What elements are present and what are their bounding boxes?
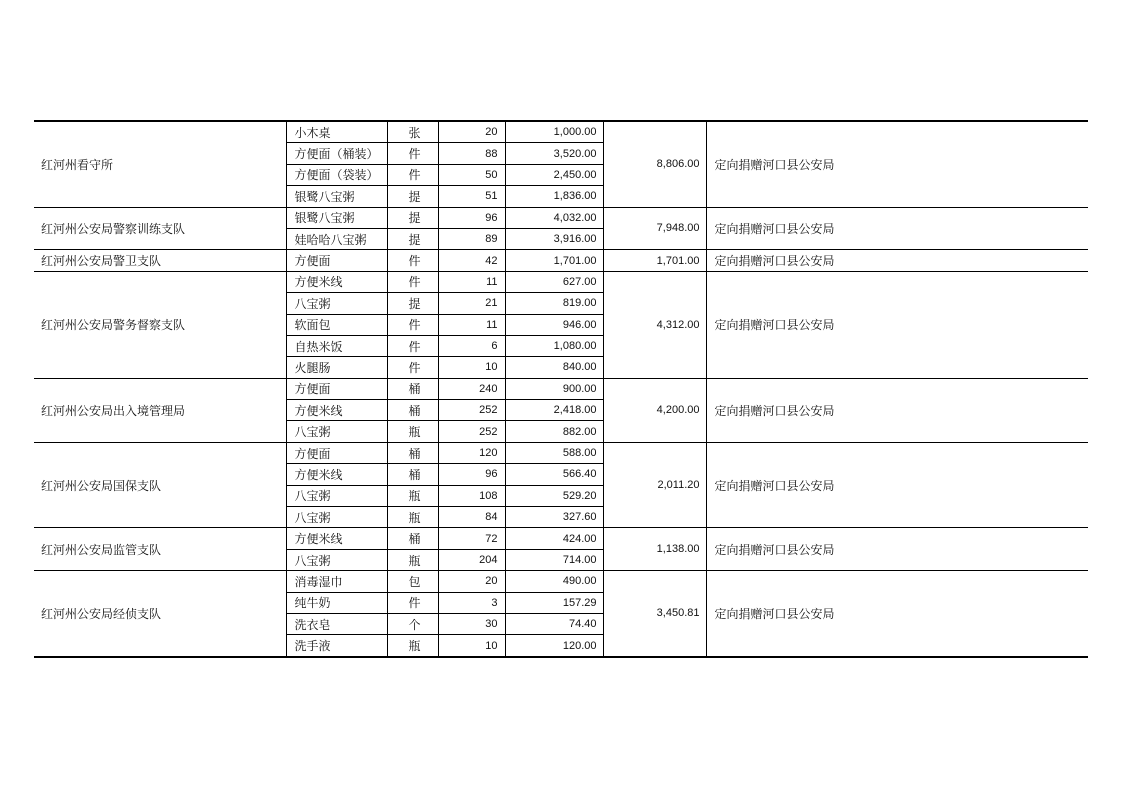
recipient-cell: 红河州看守所 <box>41 157 114 172</box>
item-name-cell: 方便米线 <box>286 271 387 292</box>
unit-cell: 瓶 <box>387 635 438 657</box>
item-name-cell: 方便米线 <box>286 400 387 421</box>
amount-cell: 327.60 <box>505 507 603 528</box>
unit-cell: 提 <box>387 207 438 228</box>
amount-cell: 4,032.00 <box>505 207 603 228</box>
item-name-cell: 方便米线 <box>286 528 387 549</box>
note-cell: 定向捐赠河口县公安局 <box>706 571 1088 657</box>
item-name-cell: 自热米饭 <box>286 335 387 356</box>
item-name-cell: 八宝粥 <box>286 421 387 442</box>
amount-cell: 819.00 <box>505 293 603 314</box>
amount-cell: 588.00 <box>505 442 603 463</box>
amount-cell: 2,418.00 <box>505 400 603 421</box>
subtotal-cell: 7,948.00 <box>603 207 706 250</box>
donation-table-body <box>34 121 1088 657</box>
note-cell: 定向捐赠河口县公安局 <box>706 250 1088 271</box>
quantity-cell: 20 <box>438 571 505 592</box>
quantity-cell: 72 <box>438 528 505 549</box>
quantity-cell: 204 <box>438 549 505 570</box>
item-name-cell: 软面包 <box>286 314 387 335</box>
amount-cell: 3,916.00 <box>505 228 603 249</box>
donation-table <box>34 120 1088 658</box>
table-row <box>34 121 1088 143</box>
unit-cell: 件 <box>387 143 438 164</box>
amount-cell: 424.00 <box>505 528 603 549</box>
unit-cell: 个 <box>387 613 438 634</box>
unit-cell: 提 <box>387 186 438 207</box>
table-row <box>34 378 1088 399</box>
quantity-cell: 252 <box>438 421 505 442</box>
quantity-cell: 108 <box>438 485 505 506</box>
quantity-cell: 6 <box>438 335 505 356</box>
recipient-cell: 红河州公安局监管支队 <box>34 528 286 571</box>
item-name-cell: 洗手液 <box>286 635 387 657</box>
unit-cell: 件 <box>387 592 438 613</box>
quantity-cell: 30 <box>438 613 505 634</box>
unit-cell: 提 <box>387 293 438 314</box>
item-name-cell: 消毒湿巾 <box>286 571 387 592</box>
quantity-cell: 10 <box>438 635 505 657</box>
table-row <box>34 442 1088 463</box>
amount-cell: 1,701.00 <box>505 250 603 271</box>
quantity-cell: 89 <box>438 228 505 249</box>
table-row <box>34 528 1088 549</box>
item-name-cell: 方便面（袋装） <box>286 164 387 185</box>
note-cell: 定向捐赠河口县公安局 <box>706 271 1088 378</box>
unit-cell: 桶 <box>387 442 438 463</box>
quantity-cell: 50 <box>438 164 505 185</box>
item-name-cell: 火腿肠 <box>286 357 387 378</box>
unit-cell: 瓶 <box>387 485 438 506</box>
unit-cell: 件 <box>387 250 438 271</box>
quantity-cell: 20 <box>438 121 505 143</box>
table-row <box>34 207 1088 228</box>
amount-cell: 840.00 <box>505 357 603 378</box>
amount-cell: 2,450.00 <box>505 164 603 185</box>
unit-cell: 件 <box>387 271 438 292</box>
quantity-cell: 11 <box>438 271 505 292</box>
note-cell: 定向捐赠河口县公安局 <box>706 528 1088 571</box>
item-name-cell: 八宝粥 <box>286 485 387 506</box>
unit-cell: 张 <box>387 121 438 143</box>
amount-cell: 1,000.00 <box>505 121 603 143</box>
unit-cell: 件 <box>387 164 438 185</box>
quantity-cell: 84 <box>438 507 505 528</box>
quantity-cell: 51 <box>438 186 505 207</box>
item-name-cell: 八宝粥 <box>286 507 387 528</box>
recipient-cell: 红河州公安局经侦支队 <box>34 571 286 657</box>
quantity-cell: 96 <box>438 207 505 228</box>
recipient-cell: 红河州公安局国保支队 <box>34 442 286 528</box>
quantity-cell: 3 <box>438 592 505 613</box>
amount-cell: 627.00 <box>505 271 603 292</box>
item-name-cell: 银鹭八宝粥 <box>286 207 387 228</box>
amount-cell: 157.29 <box>505 592 603 613</box>
quantity-cell: 42 <box>438 250 505 271</box>
amount-cell: 74.40 <box>505 613 603 634</box>
unit-cell: 桶 <box>387 464 438 485</box>
amount-cell: 529.20 <box>505 485 603 506</box>
subtotal-cell: 1,138.00 <box>603 528 706 571</box>
note-cell: 定向捐赠河口县公安局 <box>706 207 1088 250</box>
unit-cell: 件 <box>387 314 438 335</box>
item-name-cell: 方便面 <box>286 250 387 271</box>
amount-cell: 1,080.00 <box>505 335 603 356</box>
unit-cell: 桶 <box>387 528 438 549</box>
unit-cell: 瓶 <box>387 549 438 570</box>
item-name-cell: 纯牛奶 <box>286 592 387 613</box>
table-row <box>34 571 1088 592</box>
unit-cell: 桶 <box>387 378 438 399</box>
recipient-cell: 红河州公安局出入境管理局 <box>34 378 286 442</box>
recipient-cell: 红河州公安局警卫支队 <box>34 250 286 271</box>
item-name-cell: 小木桌 <box>286 121 387 143</box>
item-name-cell: 方便面 <box>286 378 387 399</box>
unit-cell: 件 <box>387 357 438 378</box>
item-name-cell: 方便面（桶装） <box>286 143 387 164</box>
recipient-cell: 红河州公安局警察训练支队 <box>34 207 286 250</box>
quantity-cell: 120 <box>438 442 505 463</box>
unit-cell: 瓶 <box>387 507 438 528</box>
amount-cell: 946.00 <box>505 314 603 335</box>
amount-cell: 566.40 <box>505 464 603 485</box>
amount-cell: 1,836.00 <box>505 186 603 207</box>
item-name-cell: 洗衣皂 <box>286 613 387 634</box>
note-cell: 定向捐赠河口县公安局 <box>706 121 1088 207</box>
unit-cell: 包 <box>387 571 438 592</box>
amount-cell: 490.00 <box>505 571 603 592</box>
amount-cell: 714.00 <box>505 549 603 570</box>
quantity-cell: 252 <box>438 400 505 421</box>
unit-cell: 提 <box>387 228 438 249</box>
item-name-cell: 八宝粥 <box>286 549 387 570</box>
unit-cell: 瓶 <box>387 421 438 442</box>
quantity-cell: 21 <box>438 293 505 314</box>
unit-cell: 件 <box>387 335 438 356</box>
amount-cell: 3,520.00 <box>505 143 603 164</box>
amount-cell: 900.00 <box>505 378 603 399</box>
item-name-cell: 方便面 <box>286 442 387 463</box>
item-name-cell: 方便米线 <box>286 464 387 485</box>
item-name-cell: 娃哈哈八宝粥 <box>286 228 387 249</box>
quantity-cell: 10 <box>438 357 505 378</box>
quantity-cell: 96 <box>438 464 505 485</box>
unit-cell: 桶 <box>387 400 438 421</box>
subtotal-cell: 3,450.81 <box>603 571 706 657</box>
item-name-cell: 银鹭八宝粥 <box>286 186 387 207</box>
quantity-cell: 88 <box>438 143 505 164</box>
table-row <box>34 250 1088 271</box>
recipient-cell: 红河州公安局警务督察支队 <box>34 271 286 378</box>
quantity-cell: 11 <box>438 314 505 335</box>
table-row <box>34 271 1088 292</box>
note-cell: 定向捐赠河口县公安局 <box>706 442 1088 528</box>
quantity-cell: 240 <box>438 378 505 399</box>
subtotal-cell: 4,312.00 <box>603 271 706 378</box>
note-cell: 定向捐赠河口县公安局 <box>706 378 1088 442</box>
subtotal-cell: 4,200.00 <box>603 378 706 442</box>
item-name-cell: 八宝粥 <box>286 293 387 314</box>
subtotal-cell: 1,701.00 <box>603 250 706 271</box>
amount-cell: 120.00 <box>505 635 603 657</box>
subtotal-cell: 8,806.00 <box>603 121 706 207</box>
subtotal-cell: 2,011.20 <box>603 442 706 528</box>
amount-cell: 882.00 <box>505 421 603 442</box>
